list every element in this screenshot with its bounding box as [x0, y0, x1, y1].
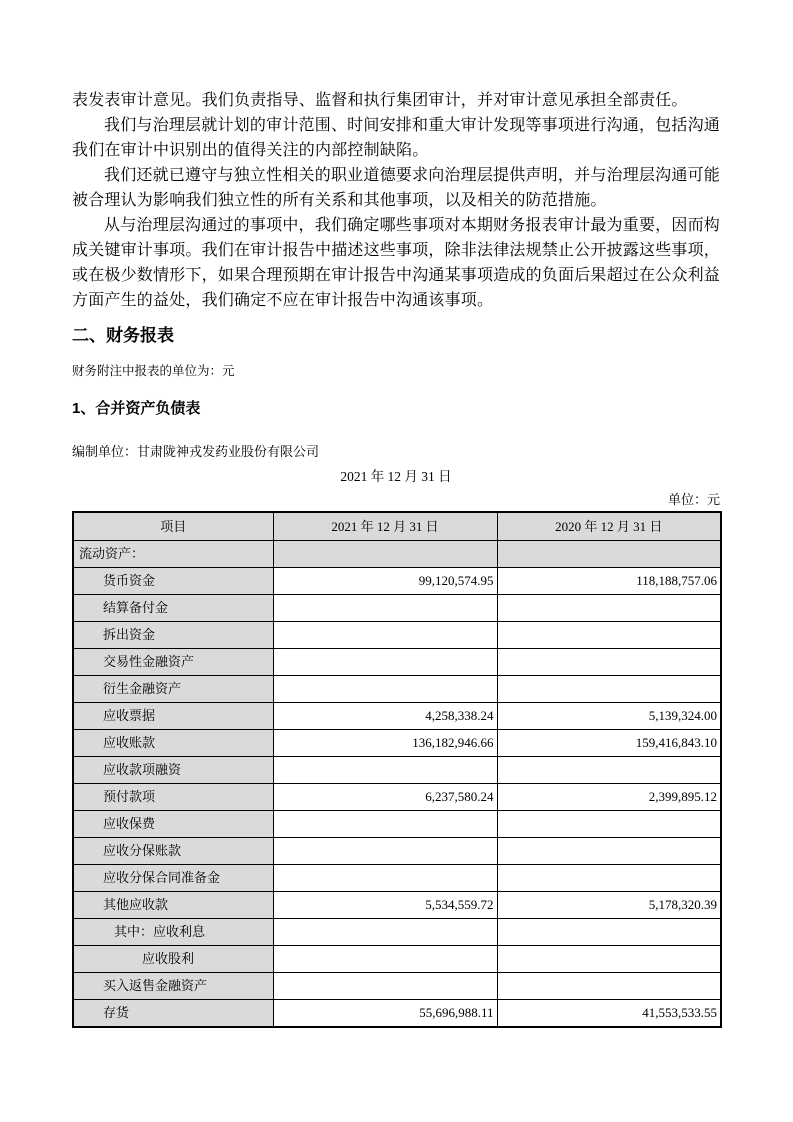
table-row — [73, 541, 721, 568]
value-2021-cell — [273, 622, 497, 649]
audit-paragraph-independence: 我们还就已遵守与独立性相关的职业道德要求向治理层提供声明，并与治理层沟通可能被合理认为影响我们独立性的所有关系和其他事项，以及相关的防范措施。 — [72, 167, 720, 209]
value-2020-cell — [497, 865, 721, 892]
table-row — [73, 703, 721, 730]
value-2021-cell — [273, 865, 497, 892]
table-row — [73, 757, 721, 784]
value-2020-cell: 5,139,324.00 — [497, 703, 721, 730]
value-2021-cell — [273, 595, 497, 622]
row-label-cell: 衍生金融资产 — [73, 676, 273, 703]
row-label-cell: 应收账款 — [73, 730, 273, 757]
value-2020-cell: 2,399,895.12 — [497, 784, 721, 811]
table-header-row — [73, 512, 721, 541]
row-label-cell: 结算备付金 — [73, 595, 273, 622]
value-2021-cell: 6,237,580.24 — [273, 784, 497, 811]
value-2021-cell — [273, 757, 497, 784]
audit-paragraph-key-matters: 从与治理层沟通过的事项中，我们确定哪些事项对本期财务报表审计最为重要，因而构成关键审计事项。我们在审计报告中描述这些事项，除非法律法规禁止公开披露这些事项，或在极少数情形下，如果合理预期在审计报告中沟通某事项造成的负面后果超过在公众利益方面产生的益处，我们确定不应在审计报告中沟通该事项。 — [72, 217, 721, 309]
value-2021-cell — [273, 838, 497, 865]
table-row — [73, 919, 721, 946]
table-row — [73, 811, 721, 838]
value-2020-cell — [497, 649, 721, 676]
value-2020-cell — [497, 811, 721, 838]
value-2020-cell — [497, 757, 721, 784]
prepared-by-line: 编制单位：甘肃陇神戎发药业股份有限公司 — [72, 444, 320, 459]
column-header-2021: 2021 年 12 月 31 日 — [273, 512, 497, 541]
value-2020-cell — [497, 622, 721, 649]
row-label-cell: 其中：应收利息 — [73, 919, 273, 946]
value-2020-cell — [497, 595, 721, 622]
statement-date: 2021 年 12 月 31 日 — [340, 469, 452, 484]
value-2020-cell — [497, 973, 721, 1000]
table-row — [73, 568, 721, 595]
value-2021-cell: 4,258,338.24 — [273, 703, 497, 730]
row-label-cell: 应收分保合同准备金 — [73, 865, 273, 892]
section-heading-financial-statements: 二、财务报表 — [72, 326, 174, 345]
unit-label: 单位：元 — [667, 492, 720, 507]
value-2020-cell — [497, 541, 721, 568]
table-row — [73, 622, 721, 649]
value-2020-cell — [497, 946, 721, 973]
value-2021-cell — [273, 649, 497, 676]
table-row — [73, 946, 721, 973]
table-row — [73, 865, 721, 892]
value-2020-cell: 159,416,843.10 — [497, 730, 721, 757]
table-row — [73, 784, 721, 811]
row-label-cell: 应收保费 — [73, 811, 273, 838]
row-label-cell: 应收分保账款 — [73, 838, 273, 865]
value-2020-cell — [497, 919, 721, 946]
value-2020-cell — [497, 676, 721, 703]
row-label-cell: 其他应收款 — [73, 892, 273, 919]
value-2021-cell: 136,182,946.66 — [273, 730, 497, 757]
row-label-cell: 预付款项 — [73, 784, 273, 811]
value-2021-cell — [273, 541, 497, 568]
value-2021-cell — [273, 973, 497, 1000]
column-header-item: 项目 — [73, 512, 273, 541]
table-row — [73, 973, 721, 1000]
value-2021-cell — [273, 811, 497, 838]
value-2021-cell — [273, 946, 497, 973]
row-label-cell: 应收款项融资 — [73, 757, 273, 784]
row-label-cell: 交易性金融资产 — [73, 649, 273, 676]
subsection-heading-balance-sheet: 1、合并资产负债表 — [72, 400, 201, 417]
table-row — [73, 730, 721, 757]
audit-paragraph-responsibility: 表发表审计意见。我们负责指导、监督和执行集团审计，并对审计意见承担全部责任。 — [72, 92, 688, 109]
audit-paragraph-communication: 我们与治理层就计划的审计范围、时间安排和重大审计发现等事项进行沟通，包括沟通我们在审计中识别出的值得关注的内部控制缺陷。 — [72, 117, 720, 159]
table-row — [73, 649, 721, 676]
value-2020-cell: 41,553,533.55 — [497, 1000, 721, 1028]
column-header-2020: 2020 年 12 月 31 日 — [497, 512, 721, 541]
row-label-cell: 买入返售金融资产 — [73, 973, 273, 1000]
value-2021-cell — [273, 676, 497, 703]
row-label-cell: 流动资产： — [73, 541, 273, 568]
row-label-cell: 存货 — [73, 1000, 273, 1028]
value-2021-cell — [273, 919, 497, 946]
balance-sheet-table — [72, 511, 722, 1028]
table-row — [73, 838, 721, 865]
table-row — [73, 676, 721, 703]
value-2020-cell: 5,178,320.39 — [497, 892, 721, 919]
value-2021-cell: 55,696,988.11 — [273, 1000, 497, 1028]
row-label-cell: 货币资金 — [73, 568, 273, 595]
row-label-cell: 应收股利 — [73, 946, 273, 973]
value-2020-cell: 118,188,757.06 — [497, 568, 721, 595]
value-2021-cell: 5,534,559.72 — [273, 892, 497, 919]
table-row — [73, 892, 721, 919]
value-2021-cell: 99,120,574.95 — [273, 568, 497, 595]
unit-note: 财务附注中报表的单位为：元 — [72, 364, 235, 378]
row-label-cell: 应收票据 — [73, 703, 273, 730]
table-row — [73, 595, 721, 622]
value-2020-cell — [497, 838, 721, 865]
table-row — [73, 1000, 721, 1028]
row-label-cell: 拆出资金 — [73, 622, 273, 649]
